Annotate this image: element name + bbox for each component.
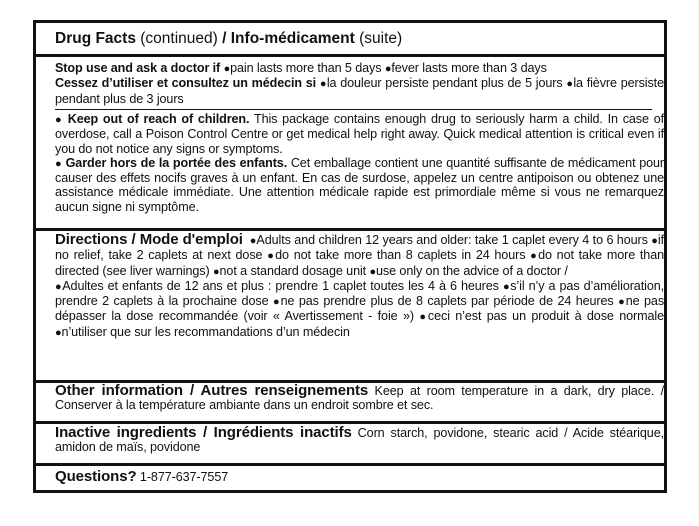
directions-item: do not take more than 8 caplets in 24 hours (275, 248, 531, 263)
title-suite: (suite) (354, 30, 403, 47)
directions-item: not a standard dosage unit (219, 263, 370, 278)
stop-use-item-fr: la douleur persiste pendant plus de 5 jours (326, 76, 567, 91)
bullet-icon: ● (55, 157, 62, 170)
questions-phone: 1-877-637-7557 (136, 470, 229, 484)
inactive-ingredients-heading: Inactive ingredients / Ingrédients inactifs (55, 426, 352, 441)
other-info-text: Keep at room temperature in a dark, dry place. / Conserver à la température ambiante dans un endroit sombre et sec. (55, 384, 664, 413)
bullet-icon: ● (530, 250, 539, 263)
bullet-icon: ● (566, 78, 574, 91)
bullet-icon: ● (618, 296, 626, 309)
inactive-ingredients-section (36, 426, 664, 462)
bullet-icon: ● (55, 326, 62, 339)
keep-out-heading-fr: Garder hors de la portée des enfants. (65, 155, 288, 170)
bullet-icon: ● (249, 235, 257, 247)
stop-use-heading: Stop use and ask a doctor if (55, 61, 224, 75)
bullet-icon: ● (369, 265, 377, 278)
title-main: Drug Facts (55, 30, 136, 47)
bullet-icon: ● (212, 265, 220, 278)
bullet-icon: ● (55, 114, 63, 126)
directions-item-fr: s’il n’y a pas d’amélioration, prendre 2 caplets à la prochaine dose (55, 278, 664, 309)
bullet-icon: ● (267, 250, 276, 263)
bullet-icon: ● (502, 280, 511, 293)
questions-section (36, 470, 664, 490)
bullet-icon: ● (651, 235, 658, 247)
directions-item: if no relief, take 2 caplets at next dose (55, 233, 664, 263)
directions-item-fr: Adultes et enfants de 12 ans et plus : prendre 1 caplet toutes les 4 à 6 heures (62, 278, 503, 293)
keep-out-text: This package contains enough drug to seriously harm a child. In case of overdose, call a Poison Control Centre or get medical help right away. Quick medical attention is critical even if you do not notice any signs or symptoms. (55, 112, 664, 156)
keep-out-text-fr: Cet emballage contient une quantité suffisante de médicament pour causer des effets nocifs graves à un enfant. En cas de surdose, appelez un centre antipoison ou obtenez une assistance médicale immédiate. Une attention médicale rapide est primordiale même si vous ne remarquez aucun signe ni symptôme. (55, 155, 664, 214)
other-info-section (36, 384, 664, 420)
stop-use-section (36, 61, 664, 111)
keep-out-heading: Keep out of reach of children. (67, 112, 250, 126)
directions-item-fr: ne pas prendre plus de 8 caplets par période de 24 heures (280, 294, 619, 309)
directions-item-fr: ne pas dépasser la dose recommandée (voir « Avertissement - foie ») (55, 294, 664, 324)
questions-heading: Questions? (55, 470, 137, 485)
bullet-icon: ● (384, 63, 392, 75)
stop-use-item: fever lasts more than 3 days (391, 61, 547, 75)
bullet-icon: ● (223, 63, 231, 75)
directions-heading: Directions / Mode d'emploi (55, 233, 243, 248)
bullet-icon: ● (419, 311, 428, 324)
bullet-icon: ● (272, 296, 281, 309)
bullet-icon: ● (55, 280, 63, 293)
directions-item: Adults and children 12 years and older: take 1 caplet every 4 to 6 hours (256, 233, 652, 247)
section-divider-thin (55, 109, 652, 110)
section-divider (36, 380, 664, 383)
stop-use-item-fr: la fièvre persiste pendant plus de 3 jours (55, 76, 664, 106)
inactive-ingredients-text: Corn starch, povidone, stearic acid / Acide stéarique, amidon de maïs, povidone (55, 426, 664, 455)
directions-section (36, 233, 664, 378)
keep-out-section (36, 112, 664, 227)
drug-facts-title (36, 29, 664, 49)
directions-item-fr: n’utiliser que sur les recommandations d’un médecin (61, 324, 350, 339)
bullet-icon: ● (319, 78, 327, 91)
directions-item: do not take more than directed (see liver warnings) (55, 248, 664, 278)
directions-item: use only on the advice of a doctor / (376, 263, 568, 278)
section-divider (36, 54, 664, 57)
section-divider (36, 421, 664, 424)
stop-use-heading-fr: Cessez d’utiliser et consultez un médecin si (55, 76, 320, 91)
stop-use-item: pain lasts more than 5 days (230, 61, 385, 75)
title-continued: (continued) (135, 30, 223, 47)
drug-facts-label (33, 20, 667, 493)
section-divider (36, 228, 664, 231)
title-info-medicament: / Info-médicament (222, 30, 355, 47)
directions-item-fr: ceci n’est pas un produit à dose normale (427, 309, 664, 324)
other-info-heading: Other information / Autres renseignements (55, 384, 369, 399)
section-divider (36, 463, 664, 466)
